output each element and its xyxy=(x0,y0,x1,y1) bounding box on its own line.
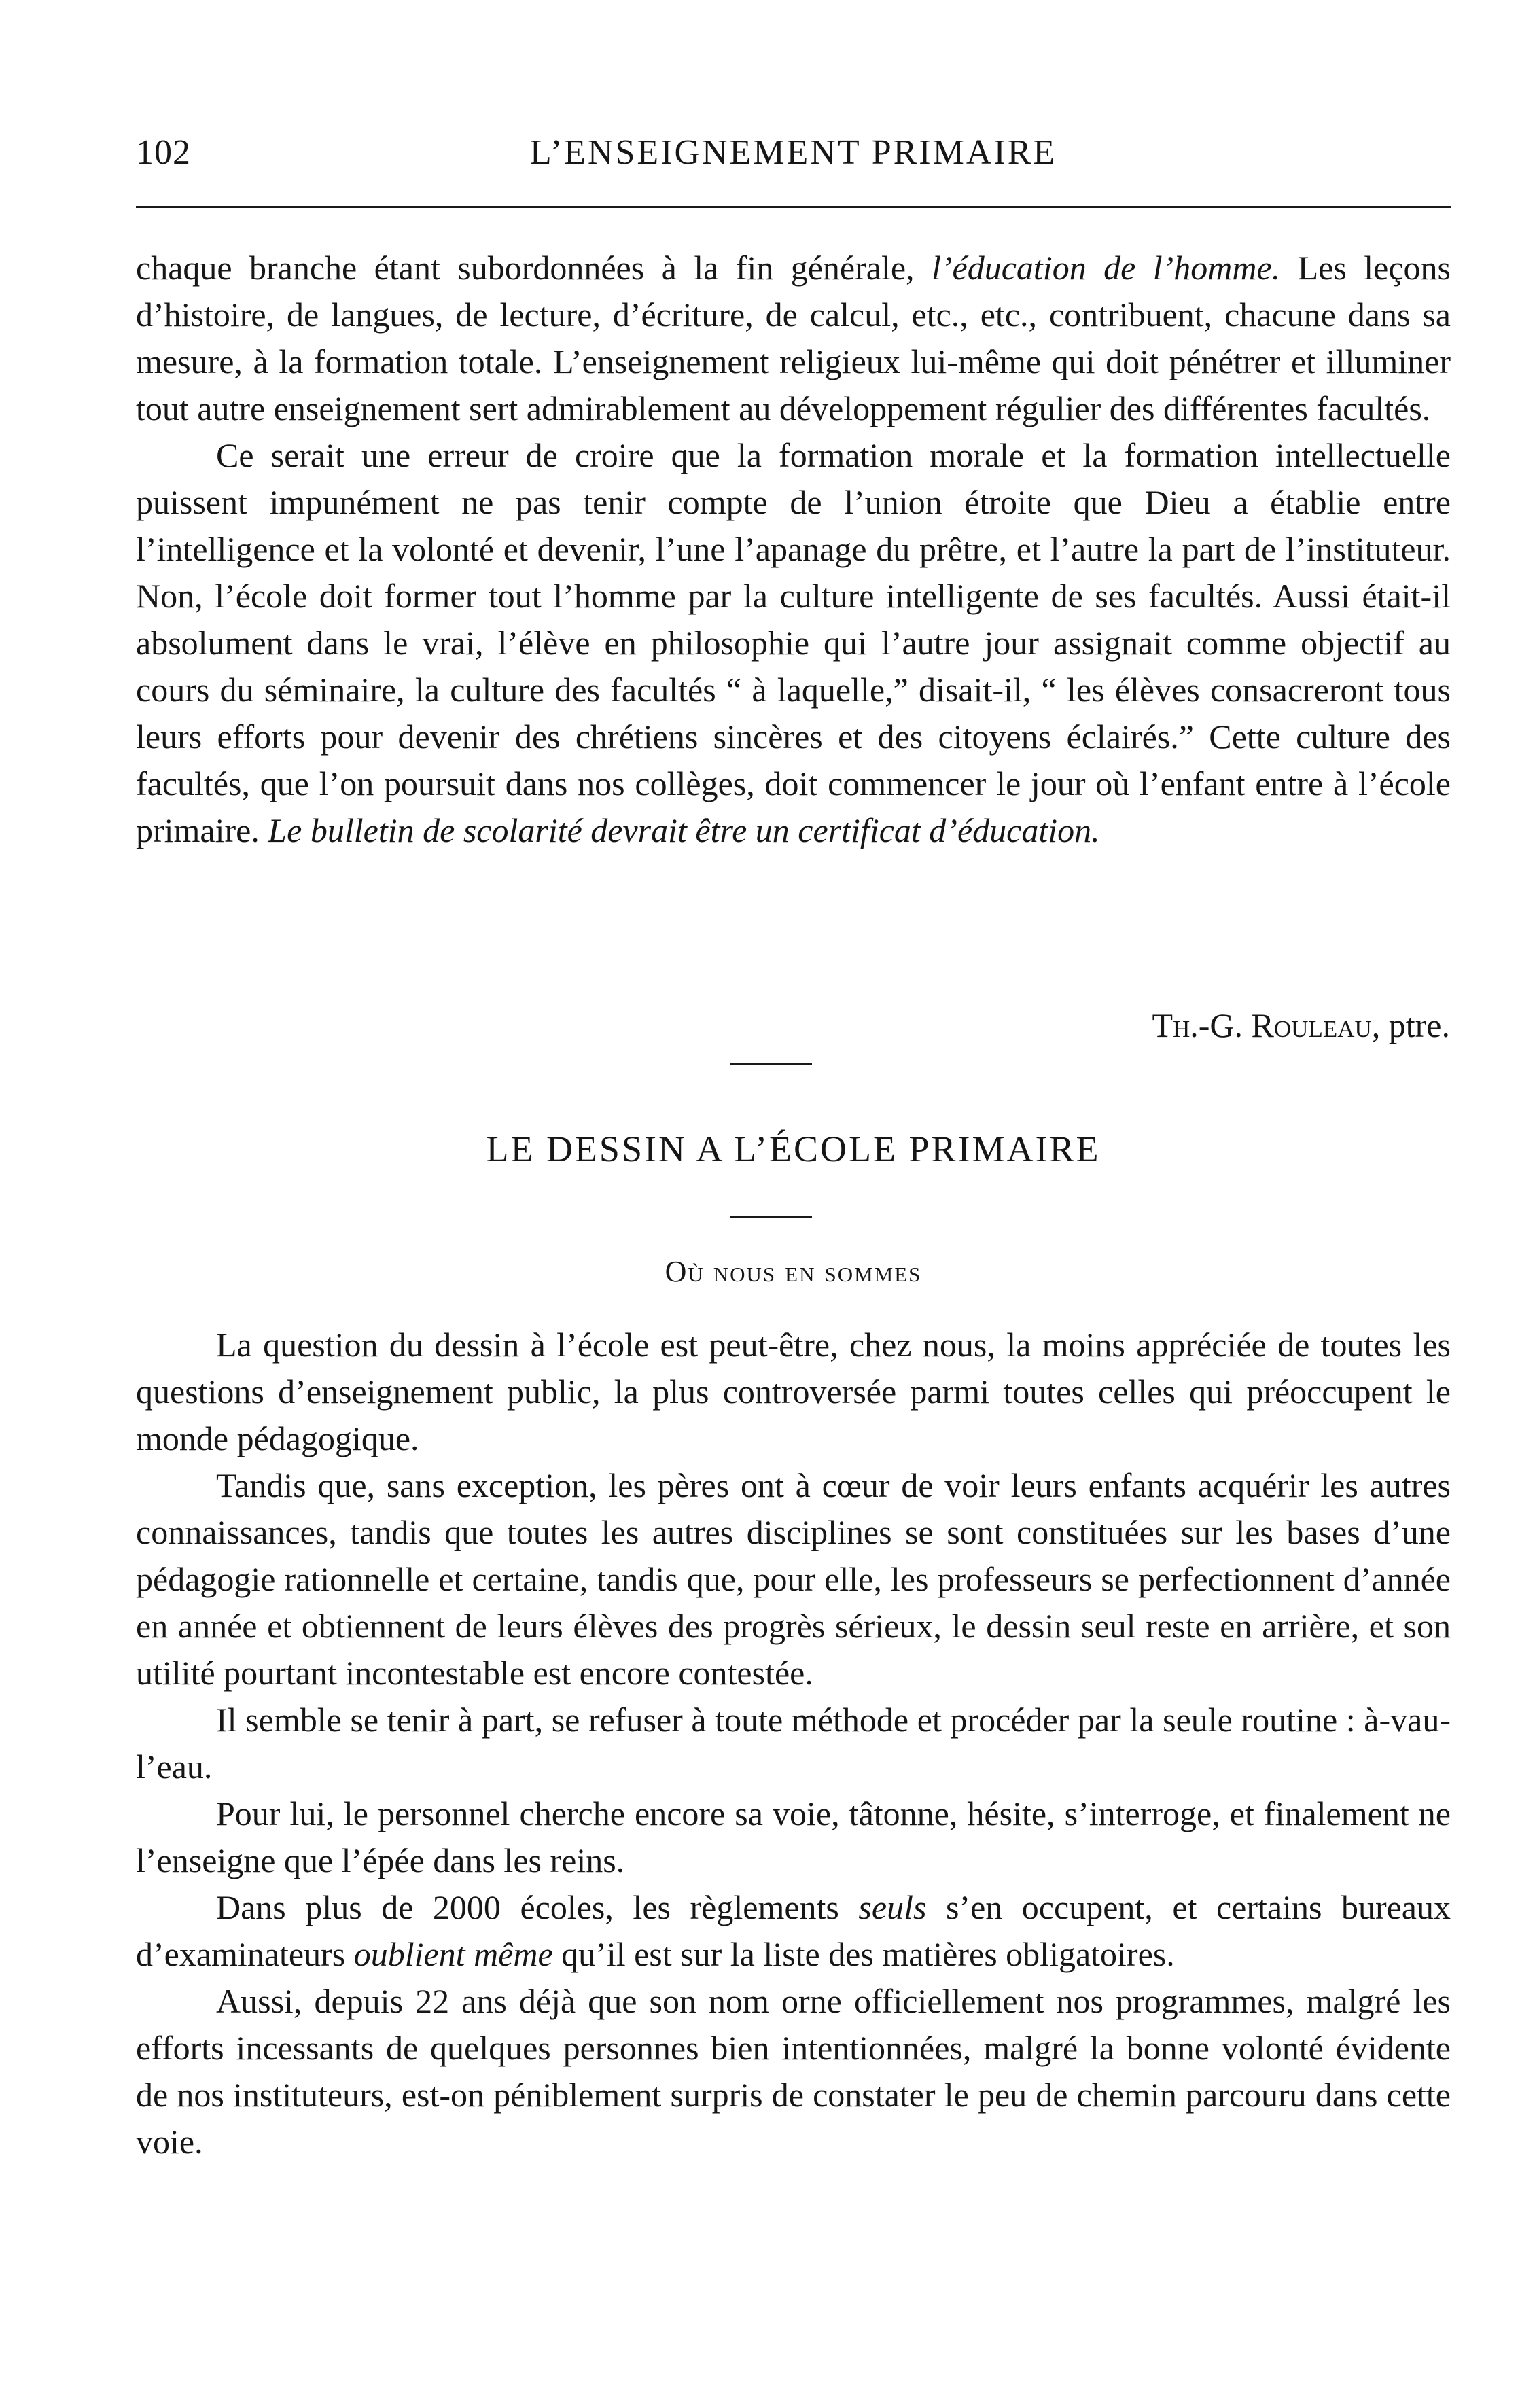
paragraph xyxy=(136,1790,1451,1884)
text-segment: Les leçons d’histoire, de langues, de lecture, d’écriture, de calcul, etc., etc., contribuent, chacune dans sa mesure, à la formation totale. L’enseignement religieux lui-même qui doit pénétrer et illuminer tout autre enseignement sert admirablement au développement régulier des différentes facultés. xyxy=(136,249,1451,427)
signature xyxy=(1152,1006,1450,1045)
article-body-text xyxy=(136,1322,1451,2165)
text-segment: chaque branche étant subordonnées à la fin générale, xyxy=(136,249,932,287)
signature-name: Th.-G. Rouleau xyxy=(1152,1006,1372,1044)
paragraph xyxy=(136,1462,1451,1697)
italic-text: oublient même xyxy=(353,1935,553,1973)
signature-suffix: , ptre. xyxy=(1371,1006,1450,1044)
article-subtitle: Où nous en sommes xyxy=(665,1255,922,1288)
header-rule xyxy=(136,206,1451,208)
text-segment: qu’il est sur la liste des matières obligatoires. xyxy=(552,1935,1175,1973)
text-segment: Tandis que, sans exception, les pères ont à cœur de voir leurs enfants acquérir les autres connaissances, tandis que toutes les autres disciplines se sont constituées sur les bases d’une pédagogie rationnelle et certaine, tandis que, pour elle, les professeurs se perfectionnent d’année en année et obtiennent de leurs élèves des progrès sérieux, le dessin seul reste en arrière, et son utilité pourtant incontestable est encore contestée. xyxy=(136,1466,1451,1692)
paragraph xyxy=(136,1978,1451,2165)
running-head xyxy=(136,132,1451,187)
paragraph xyxy=(136,1884,1451,1978)
paragraph xyxy=(136,1322,1451,1462)
article-title: LE DESSIN A L’ÉCOLE PRIMAIRE xyxy=(486,1129,1101,1169)
previous-article-text xyxy=(136,245,1451,854)
text-segment: Ce serait une erreur de croire que la formation morale et la formation intellectuelle puissent impunément ne pas tenir compte de l’union étroite que Dieu a établie entre l’intelligence et la volonté et devenir, l’une l’apanage du prêtre, et l’autre la part de l’instituteur. Non, l’école doit former tout l’homme par la culture intelligente de ses facultés. Aussi était-il absolument dans le vrai, l’élève en philosophie qui l’autre jour assignait comme objectif au cours du séminaire, la culture des facultés “ à laquelle,” disait-il, “ les élèves consacreront tous leurs efforts pour devenir des chrétiens sincères et des citoyens éclairés.” Cette culture des facultés, que l’on poursuit dans nos collèges, doit commencer le jour où l’enfant entre à l’école primaire. xyxy=(136,436,1451,849)
paragraph xyxy=(136,1697,1451,1790)
text-segment: Dans plus de 2000 écoles, les règlements xyxy=(216,1888,859,1926)
journal-title: L’ENSEIGNEMENT PRIMAIRE xyxy=(529,133,1057,172)
paragraph xyxy=(136,432,1451,854)
title-separator-rule xyxy=(730,1216,812,1218)
text-segment: Aussi, depuis 22 ans déjà que son nom orne officiellement nos programmes, malgré les efforts incessants de quelques personnes bien intentionnées, malgré la bonne volonté évidente de nos instituteurs, est-on péniblement surpris de constater le peu de chemin parcouru dans cette voie. xyxy=(136,1982,1451,2161)
text-segment: Il semble se tenir à part, se refuser à toute méthode et procéder par la seule routine : à-vau-l’eau. xyxy=(136,1701,1451,1786)
italic-text: Le bulletin de scolarité devrait être un certificat d’éducation. xyxy=(268,811,1100,849)
italic-text: l’éducation de l’homme. xyxy=(931,249,1281,287)
section-separator-rule xyxy=(730,1063,812,1065)
text-segment: Pour lui, le personnel cherche encore sa voie, tâtonne, hésite, s’interroge, et finalement ne l’enseigne que l’épée dans les reins. xyxy=(136,1794,1451,1879)
text-segment: s’en occupent, et certains bureaux d’examinateurs xyxy=(136,1888,1451,1973)
page-number: 102 xyxy=(136,133,191,172)
italic-text: seuls xyxy=(858,1888,927,1926)
paragraph xyxy=(136,245,1451,432)
text-segment: La question du dessin à l’école est peut-être, chez nous, la moins appréciée de toutes les questions d’enseignement public, la plus controversée parmi toutes celles qui préoccupent le monde pédagogique. xyxy=(136,1326,1451,1457)
